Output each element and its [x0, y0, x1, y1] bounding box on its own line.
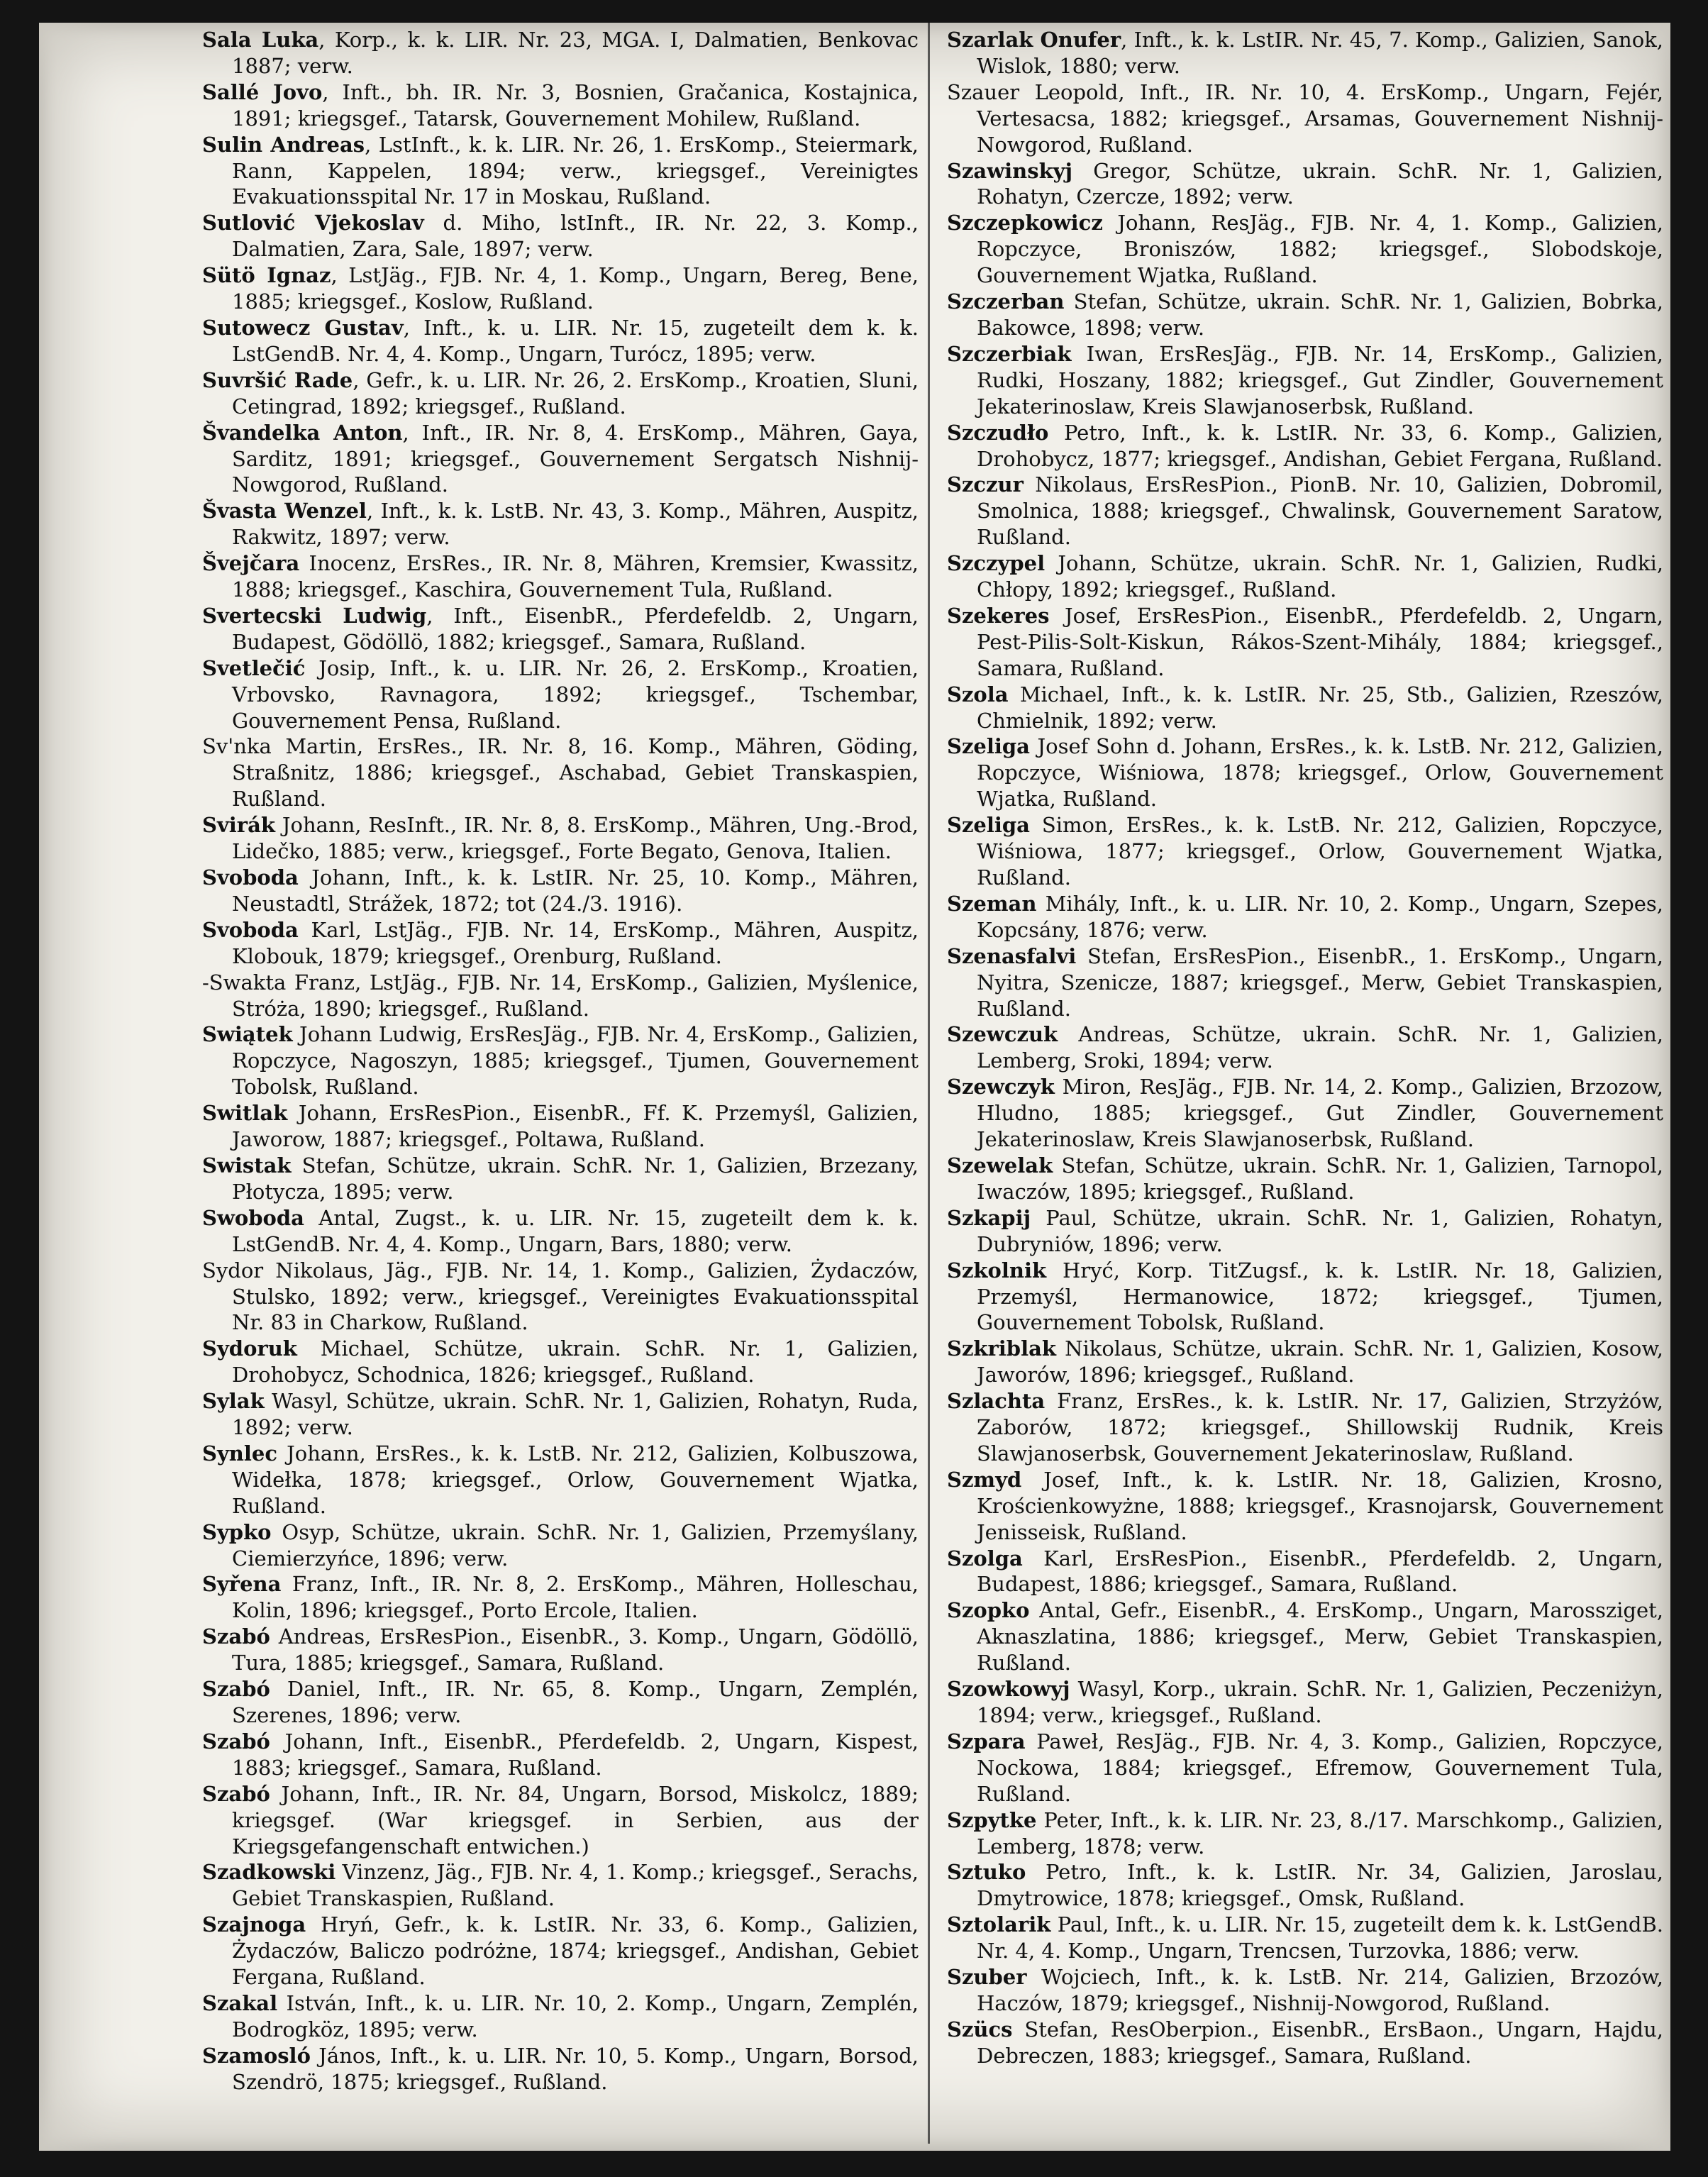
- list-entry: [202, 1729, 919, 1781]
- entry-surname: Szczur: [947, 472, 1024, 497]
- entry-surname: Szczepkowicz: [947, 211, 1103, 236]
- entry-surname: Szewelak: [947, 1153, 1053, 1178]
- entry-details: Michael, Inft., k. k. LstIR. Nr. 25, Stb., Galizien, Rzeszów, Chmielnik, 1892; verw.: [977, 682, 1663, 733]
- entry-surname: Szamosló: [202, 2043, 311, 2068]
- entry-details: Josef, ErsResPion., EisenbR., Pferdefeldb. 2, Ungarn, Pest-Pilis-Solt-Kiskun, Rákos-Szent-Mihály, 1884; kriegsgef., Samara, Rußland.: [977, 603, 1663, 680]
- entry-surname: Szola: [947, 682, 1009, 707]
- list-entry: [947, 733, 1663, 812]
- entry-surname: Szopko: [947, 1598, 1030, 1623]
- entry-surname: Szabó: [202, 1781, 270, 1806]
- entry-details: Hryń, Gefr., k. k. LstIR. Nr. 33, 6. Komp., Galizien, Żydaczów, Baliczo podróżne, 1874; kriegsgef., Andishan, Gebiet Fergana, Rußland.: [232, 1912, 919, 1990]
- entry-surname: Sylak: [202, 1389, 265, 1414]
- entry-details: Daniel, Inft., IR. Nr. 65, 8. Komp., Ungarn, Zemplén, Szerenes, 1896; verw.: [232, 1677, 919, 1727]
- list-entry: [202, 733, 919, 812]
- list-entry: [947, 1074, 1663, 1153]
- left-column: [202, 27, 919, 2095]
- entry-details: Inocenz, ErsRes., IR. Nr. 8, Mähren, Kremsier, Kwassitz, 1888; kriegsgef., Kaschira, Gouvernement Tula, Rußland.: [232, 551, 919, 602]
- list-entry: [202, 1205, 919, 1258]
- entry-surname: Szabó: [202, 1677, 270, 1702]
- scanned-page: [39, 23, 1670, 2151]
- entry-surname: Szeliga: [947, 734, 1030, 759]
- entry-surname: Sydoruk: [202, 1336, 297, 1361]
- entry-details: Andreas, Schütze, ukrain. SchR. Nr. 1, Galizien, Lemberg, Sroki, 1894; verw.: [977, 1022, 1663, 1073]
- entry-details: Wasyl, Korp., ukrain. SchR. Nr. 1, Galizien, Peczeniżyn, 1894; verw., kriegsgef., Rußland.: [977, 1677, 1663, 1727]
- list-entry: [947, 812, 1663, 891]
- entry-details: Nikolaus, Schütze, ukrain. SchR. Nr. 1, Galizien, Kosow, Jaworów, 1896; kriegsgef., Rußland.: [977, 1336, 1663, 1387]
- entry-surname: Suvršić Rade: [202, 367, 353, 392]
- entry-surname: Svoboda: [202, 917, 299, 942]
- entry-surname: Sutowecz Gustav: [202, 315, 404, 340]
- list-entry: [202, 1021, 919, 1100]
- entry-details: Josef, Inft., k. k. LstIR. Nr. 18, Galizien, Krosno, Krościenkowyżne, 1888; kriegsgef., Krasnojarsk, Gouvernement Jenisseisk, Rußland.: [977, 1467, 1663, 1544]
- entry-details: Antal, Zugst., k. u. LIR. Nr. 15, zugeteilt dem k. k. LstGendB. Nr. 4, 4. Komp., Ungarn, Bars, 1880; verw.: [232, 1205, 919, 1256]
- list-entry: [947, 2017, 1663, 2069]
- list-entry: [947, 79, 1663, 158]
- list-entry: [202, 1624, 919, 1676]
- entry-surname: Szekeres: [947, 603, 1050, 628]
- entry-details: Stefan, ErsResPion., EisenbR., 1. ErsKomp., Ungarn, Nyitra, Szenicze, 1887; kriegsgef., Merw, Gebiet Transkaspien, Rußland.: [977, 943, 1663, 1021]
- entry-details: Johann, Inft., k. k. LstIR. Nr. 25, 10. Komp., Mähren, Neustadtl, Strážek, 1872; tot (24./3. 1916).: [232, 865, 919, 916]
- entry-surname: Sutlović Vjekoslav: [202, 211, 424, 236]
- entry-details: Paweł, ResJäg., FJB. Nr. 4, 3. Komp., Galizien, Ropczyce, Nockowa, 1884; kriegsgef., Efremow, Gouvernement Tula, Rußland.: [977, 1729, 1663, 1806]
- entry-details: , Gefr., k. u. LIR. Nr. 26, 2. ErsKomp., Kroatien, Sluni, Cetingrad, 1892; kriegsgef., Rußland.: [232, 367, 919, 419]
- entry-surname: Szenasfalvi: [947, 943, 1077, 968]
- entry-surname: Sypko: [202, 1519, 272, 1544]
- list-entry: [947, 1258, 1663, 1336]
- entry-details: Antal, Gefr., EisenbR., 4. ErsKomp., Ungarn, Marossziget, Aknaszlatina, 1886; kriegsgef., Merw, Gebiet Transkaspien, Rußland.: [977, 1598, 1663, 1675]
- list-entry: [202, 812, 919, 865]
- entry-surname: Sala Luka: [202, 28, 319, 52]
- entry-surname: Szarlak Onufer: [947, 28, 1121, 52]
- entry-surname: Szajnoga: [202, 1912, 306, 1937]
- entry-details: Hryć, Korp. TitZugsf., k. k. LstIR. Nr. 18, Galizien, Przemyśl, Hermanowice, 1872; kriegsgef., Tjumen, Gouvernement Tobolsk, Rußland.: [977, 1258, 1663, 1335]
- entry-surname: Szmyd: [947, 1467, 1022, 1492]
- entry-details: Johann, ErsRes., k. k. LstB. Nr. 212, Galizien, Kolbuszowa, Widełka, 1878; kriegsgef., Orlow, Gouvernement Wjatka, Rußland.: [232, 1441, 919, 1518]
- entry-details: Johann, ResJäg., FJB. Nr. 4, 1. Komp., Galizien, Ropczyce, Broniszów, 1882; kriegsgef., Slobodskoje, Gouvernement Wjatka, Rußland.: [977, 211, 1663, 288]
- list-entry: [947, 289, 1663, 341]
- entry-surname: Szkapij: [947, 1205, 1031, 1230]
- entry-details: Szauer Leopold, Inft., IR. Nr. 10, 4. ErsKomp., Ungarn, Fejér, Vertesacsa, 1882; kriegsgef., Arsamas, Gouvernement Nishnij-Nowgorod, Rußland.: [947, 79, 1663, 157]
- entry-details: -Swakta Franz, LstJäg., FJB. Nr. 14, ErsKomp., Galizien, Myślenice, Stróża, 1890; kriegsgef., Rußland.: [202, 970, 919, 1021]
- entry-details: Stefan, Schütze, ukrain. SchR. Nr. 1, Galizien, Tarnopol, Iwaczów, 1895; kriegsgef., Rußland.: [977, 1153, 1663, 1204]
- list-entry: [947, 1729, 1663, 1807]
- list-entry: [202, 1258, 919, 1336]
- list-entry: [947, 1021, 1663, 1074]
- entry-details: Petro, Inft., k. k. LstIR. Nr. 33, 6. Komp., Galizien, Drohobycz, 1877; kriegsgef., Andishan, Gebiet Fergana, Rußland.: [977, 420, 1663, 471]
- list-entry: [947, 1912, 1663, 1964]
- list-entry: [947, 158, 1663, 211]
- entry-surname: Szpara: [947, 1729, 1026, 1754]
- entry-surname: Švandelka Anton: [202, 420, 403, 445]
- list-entry: [202, 27, 919, 79]
- entry-details: Miron, ResJäg., FJB. Nr. 14, 2. Komp., Galizien, Brzozow, Hludno, 1885; kriegsgef., Gut Zindler, Gouvernement Jekaterinoslaw, Kreis Slawjanoserbsk, Rußland.: [977, 1075, 1663, 1152]
- list-entry: [947, 1467, 1663, 1546]
- list-entry: [202, 498, 919, 550]
- list-entry: [947, 420, 1663, 472]
- list-entry: [202, 1153, 919, 1205]
- entry-surname: Szkolnik: [947, 1258, 1047, 1283]
- list-entry: [947, 1597, 1663, 1676]
- entry-surname: Sulin Andreas: [202, 132, 365, 157]
- right-column: [947, 27, 1663, 2069]
- list-entry: [202, 1676, 919, 1729]
- entry-details: Iwan, ErsResJäg., FJB. Nr. 14, ErsKomp., Galizien, Rudki, Hoszany, 1882; kriegsgef., Gut Zindler, Gouvernement Jekaterinoslaw, Kreis Slawjanoserbsk, Rußland.: [977, 341, 1663, 419]
- entry-details: , LstJäg., FJB. Nr. 4, 1. Komp., Ungarn, Bereg, Bene, 1885; kriegsgef., Koslow, Rußland.: [232, 263, 919, 314]
- list-entry: [202, 79, 919, 132]
- list-entry: [947, 1153, 1663, 1205]
- list-entry: [202, 420, 919, 499]
- entry-surname: Szlachta: [947, 1389, 1046, 1414]
- list-entry: [202, 603, 919, 655]
- entry-details: Gregor, Schütze, ukrain. SchR. Nr. 1, Galizien, Rohatyn, Czercze, 1892; verw.: [977, 158, 1663, 209]
- entry-surname: Svoboda: [202, 865, 299, 890]
- entry-surname: Szczudło: [947, 420, 1049, 445]
- entry-details: Nikolaus, ErsResPion., PionB. Nr. 10, Galizien, Dobromil, Smolnica, 1888; kriegsgef., Chwalinsk, Gouvernement Saratow, Rußland.: [977, 472, 1663, 550]
- entry-surname: Sütö Ignaz: [202, 263, 331, 288]
- entry-details: Vinzenz, Jäg., FJB. Nr. 4, 1. Komp.; kriegsgef., Serachs, Gebiet Transkaspien, Rußland.: [232, 1860, 919, 1911]
- entry-details: Johann, Schütze, ukrain. SchR. Nr. 1, Galizien, Rudki, Chłopy, 1892; kriegsgef., Rußland.: [977, 551, 1663, 602]
- entry-details: Stefan, Schütze, ukrain. SchR. Nr. 1, Galizien, Brzezany, Płotycza, 1895; verw.: [232, 1153, 919, 1204]
- entry-details: Sv'nka Martin, ErsRes., IR. Nr. 8, 16. Komp., Mähren, Göding, Straßnitz, 1886; kriegsgef., Aschabad, Gebiet Transkaspien, Rußland.: [202, 734, 919, 811]
- list-entry: [202, 210, 919, 262]
- list-entry: [202, 262, 919, 315]
- entry-details: Johann Ludwig, ErsResJäg., FJB. Nr. 4, ErsKomp., Galizien, Ropczyce, Nagoszyn, 1885; kriegsgef., Tjumen, Gouvernement Tobolsk, Rußland.: [232, 1022, 919, 1099]
- list-entry: [947, 1676, 1663, 1729]
- entry-surname: Szabó: [202, 1624, 270, 1649]
- entry-surname: Svirák: [202, 813, 275, 838]
- entry-details: Wasyl, Schütze, ukrain. SchR. Nr. 1, Galizien, Rohatyn, Ruda, 1892; verw.: [232, 1389, 919, 1440]
- list-entry: [202, 315, 919, 367]
- entry-details: Simon, ErsRes., k. k. LstB. Nr. 212, Galizien, Ropczyce, Wiśniowa, 1877; kriegsgef., Orlow, Gouvernement Wjatka, Rußland.: [977, 813, 1663, 890]
- list-entry: [202, 917, 919, 970]
- entry-surname: Szewczyk: [947, 1075, 1055, 1099]
- entry-details: Karl, LstJäg., FJB. Nr. 14, ErsKomp., Mähren, Auspitz, Klobouk, 1879; kriegsgef., Orenburg, Rußland.: [232, 917, 919, 968]
- entry-details: Sydor Nikolaus, Jäg., FJB. Nr. 14, 1. Komp., Galizien, Żydaczów, Stulsko, 1892; verw., kriegsgef., Vereinigtes Evakuationsspital Nr. 83 in Charkow, Rußland.: [202, 1258, 919, 1335]
- list-entry: [947, 210, 1663, 289]
- list-entry: [947, 472, 1663, 550]
- entry-surname: Szeman: [947, 891, 1037, 916]
- list-entry: [202, 367, 919, 420]
- entry-surname: Sztuko: [947, 1860, 1026, 1885]
- entry-details: , Inft., k. k. LstIR. Nr. 45, 7. Komp., Galizien, Sanok, Wislok, 1880; verw.: [977, 28, 1663, 78]
- list-entry: [947, 1546, 1663, 1598]
- list-entry: [202, 1100, 919, 1153]
- list-entry: [202, 655, 919, 734]
- column-divider: [928, 23, 930, 2144]
- list-entry: [202, 1781, 919, 1860]
- list-entry: [202, 1859, 919, 1912]
- entry-surname: Swiątek: [202, 1022, 293, 1047]
- entry-details: , Inft., bh. IR. Nr. 3, Bosnien, Gračanica, Kostajnica, 1891; kriegsgef., Tatarsk, Gouvernement Mohilew, Rußland.: [232, 79, 919, 131]
- entry-surname: Synlec: [202, 1441, 278, 1466]
- entry-details: Petro, Inft., k. k. LstIR. Nr. 34, Galizien, Jaroslau, Dmytrowice, 1878; kriegsgef., Omsk, Rußland.: [977, 1860, 1663, 1911]
- entry-details: Stefan, Schütze, ukrain. SchR. Nr. 1, Galizien, Bobrka, Bakowce, 1898; verw.: [977, 289, 1663, 340]
- entry-surname: Szczypel: [947, 551, 1046, 576]
- entry-surname: Switlak: [202, 1101, 288, 1126]
- list-entry: [202, 1571, 919, 1624]
- list-entry: [947, 943, 1663, 1022]
- entry-surname: Szolga: [947, 1546, 1023, 1571]
- entry-details: , Inft., k. u. LIR. Nr. 15, zugeteilt dem k. k. LstGendB. Nr. 4, 4. Komp., Ungarn, Turócz, 1895; verw.: [232, 315, 919, 366]
- entry-details: Josef Sohn d. Johann, ErsRes., k. k. LstB. Nr. 212, Galizien, Ropczyce, Wiśniowa, 1878; kriegsgef., Orlow, Gouvernement Wjatka, Rußland.: [977, 734, 1663, 811]
- entry-details: Osyp, Schütze, ukrain. SchR. Nr. 1, Galizien, Przemyślany, Ciemierzyńce, 1896; verw.: [232, 1519, 919, 1571]
- entry-details: Johann, ResInft., IR. Nr. 8, 8. ErsKomp., Mähren, Ung.-Brod, Lidečko, 1885; verw., kriegsgef., Forte Begato, Genova, Italien.: [232, 813, 919, 864]
- list-entry: [202, 132, 919, 211]
- entry-surname: Svetlečić: [202, 655, 306, 680]
- entry-details: János, Inft., k. u. LIR. Nr. 10, 5. Komp., Ungarn, Borsod, Szendrö, 1875; kriegsgef., Rußland.: [232, 2043, 919, 2094]
- list-entry: [202, 970, 919, 1022]
- entry-details: Andreas, ErsResPion., EisenbR., 3. Komp., Ungarn, Gödöllö, Tura, 1885; kriegsgef., Samara, Rußland.: [232, 1624, 919, 1675]
- entry-surname: Szkriblak: [947, 1336, 1056, 1361]
- list-entry: [947, 682, 1663, 734]
- entry-surname: Szczerbiak: [947, 341, 1072, 366]
- entry-details: István, Inft., k. u. LIR. Nr. 10, 2. Komp., Ungarn, Zemplén, Bodrogköz, 1895; verw.: [232, 1990, 919, 2042]
- entry-details: Johann, Inft., IR. Nr. 84, Ungarn, Borsod, Miskolcz, 1889; kriegsgef. (War kriegsgef. in Serbien, aus der Kriegsgefangenschaft entwichen.): [232, 1781, 919, 1859]
- list-entry: [202, 1388, 919, 1441]
- list-entry: [202, 1912, 919, 1990]
- entry-surname: Swistak: [202, 1153, 292, 1178]
- entry-surname: Szawinskyj: [947, 158, 1073, 183]
- list-entry: [202, 1990, 919, 2043]
- list-entry: [947, 550, 1663, 603]
- entry-surname: Szczerban: [947, 289, 1065, 314]
- entry-surname: Szewczuk: [947, 1022, 1058, 1047]
- entry-surname: Szücs: [947, 2017, 1013, 2042]
- list-entry: [202, 1519, 919, 1572]
- list-entry: [947, 1205, 1663, 1258]
- list-entry: [202, 550, 919, 603]
- entry-details: , LstInft., k. k. LIR. Nr. 26, 1. ErsKomp., Steiermark, Rann, Kappelen, 1894; verw., kriegsgef., Vereinigtes Evakuationsspital Nr. 17 in Moskau, Rußland.: [232, 132, 919, 209]
- entry-details: Josip, Inft., k. u. LIR. Nr. 26, 2. ErsKomp., Kroatien, Vrbovsko, Ravnagora, 1892; kriegsgef., Tschembar, Gouvernement Pensa, Rußland.: [232, 655, 919, 733]
- entry-surname: Szeliga: [947, 813, 1030, 838]
- entry-surname: Sztolarik: [947, 1912, 1051, 1937]
- list-entry: [947, 341, 1663, 420]
- entry-surname: Szadkowski: [202, 1860, 336, 1885]
- list-entry: [947, 27, 1663, 79]
- list-entry: [947, 603, 1663, 682]
- entry-details: Franz, ErsRes., k. k. LstIR. Nr. 17, Galizien, Strzyżów, Zaborów, 1872; kriegsgef., Shillowskij Rudnik, Kreis Slawjanoserbsk, Gouvernement Jekaterinoslaw, Rußland.: [977, 1389, 1663, 1466]
- list-entry: [947, 1336, 1663, 1388]
- entry-details: Johann, Inft., EisenbR., Pferdefeldb. 2, Ungarn, Kispest, 1883; kriegsgef., Samara, Rußland.: [232, 1729, 919, 1780]
- entry-details: Franz, Inft., IR. Nr. 8, 2. ErsKomp., Mähren, Holleschau, Kolin, 1896; kriegsgef., Porto Ercole, Italien.: [232, 1572, 919, 1623]
- entry-details: Johann, ErsResPion., EisenbR., Ff. K. Przemyśl, Galizien, Jaworow, 1887; kriegsgef., Poltawa, Rußland.: [232, 1101, 919, 1152]
- entry-details: , Inft., EisenbR., Pferdefeldb. 2, Ungarn, Budapest, Gödöllö, 1882; kriegsgef., Samara, Rußland.: [232, 603, 919, 654]
- entry-details: , Inft., k. k. LstB. Nr. 43, 3. Komp., Mähren, Auspitz, Rakwitz, 1897; verw.: [232, 499, 919, 550]
- entry-surname: Szuber: [947, 1965, 1027, 1990]
- entry-details: Paul, Schütze, ukrain. SchR. Nr. 1, Galizien, Rohatyn, Dubryniów, 1896; verw.: [977, 1205, 1663, 1256]
- entry-details: Wojciech, Inft., k. k. LstB. Nr. 214, Galizien, Brzozów, Haczów, 1879; kriegsgef., Nishnij-Nowgorod, Rußland.: [977, 1965, 1663, 2015]
- entry-surname: Szabó: [202, 1729, 270, 1754]
- entry-details: d. Miho, lstInft., IR. Nr. 22, 3. Komp., Dalmatien, Zara, Sale, 1897; verw.: [232, 211, 919, 262]
- list-entry: [202, 1336, 919, 1388]
- list-entry: [947, 1388, 1663, 1467]
- list-entry: [202, 865, 919, 917]
- entry-surname: Swoboda: [202, 1205, 304, 1230]
- entry-surname: Syřena: [202, 1572, 282, 1597]
- entry-surname: Szpytke: [947, 1807, 1037, 1832]
- entry-details: Peter, Inft., k. k. LIR. Nr. 23, 8./17. Marschkomp., Galizien, Lemberg, 1878; verw.: [977, 1807, 1663, 1859]
- entry-surname: Szowkowyj: [947, 1677, 1070, 1702]
- entry-details: Karl, ErsResPion., EisenbR., Pferdefeldb. 2, Ungarn, Budapest, 1886; kriegsgef., Samara, Rußland.: [977, 1546, 1663, 1597]
- list-entry: [202, 1441, 919, 1519]
- entry-details: Mihály, Inft., k. u. LIR. Nr. 10, 2. Komp., Ungarn, Szepes, Kopcsány, 1876; verw.: [977, 891, 1663, 942]
- entry-surname: Sallé Jovo: [202, 79, 323, 104]
- list-entry: [947, 891, 1663, 943]
- list-entry: [947, 1807, 1663, 1860]
- entry-details: Paul, Inft., k. u. LIR. Nr. 15, zugeteilt dem k. k. LstGendB. Nr. 4, 4. Komp., Ungarn, Trencsen, Turzovka, 1886; verw.: [977, 1912, 1663, 1963]
- entry-surname: Svertecski Ludwig: [202, 603, 427, 628]
- entry-details: , Korp., k. k. LIR. Nr. 23, MGA. I, Dalmatien, Benkovac 1887; verw.: [232, 28, 919, 78]
- list-entry: [947, 1964, 1663, 2017]
- list-entry: [947, 1859, 1663, 1912]
- entry-surname: Švejčara: [202, 551, 300, 576]
- entry-details: , Inft., IR. Nr. 8, 4. ErsKomp., Mähren, Gaya, Sarditz, 1891; kriegsgef., Gouvernement Sergatsch Nishnij-Nowgorod, Rußland.: [232, 420, 919, 497]
- entry-details: Stefan, ResOberpion., EisenbR., ErsBaon., Ungarn, Hajdu, Debreczen, 1883; kriegsgef., Samara, Rußland.: [977, 2017, 1663, 2068]
- entry-details: Michael, Schütze, ukrain. SchR. Nr. 1, Galizien, Drohobycz, Schodnica, 1826; kriegsgef., Rußland.: [232, 1336, 919, 1387]
- entry-surname: Szakal: [202, 1990, 278, 2015]
- entry-surname: Švasta Wenzel: [202, 499, 367, 524]
- list-entry: [202, 2043, 919, 2095]
